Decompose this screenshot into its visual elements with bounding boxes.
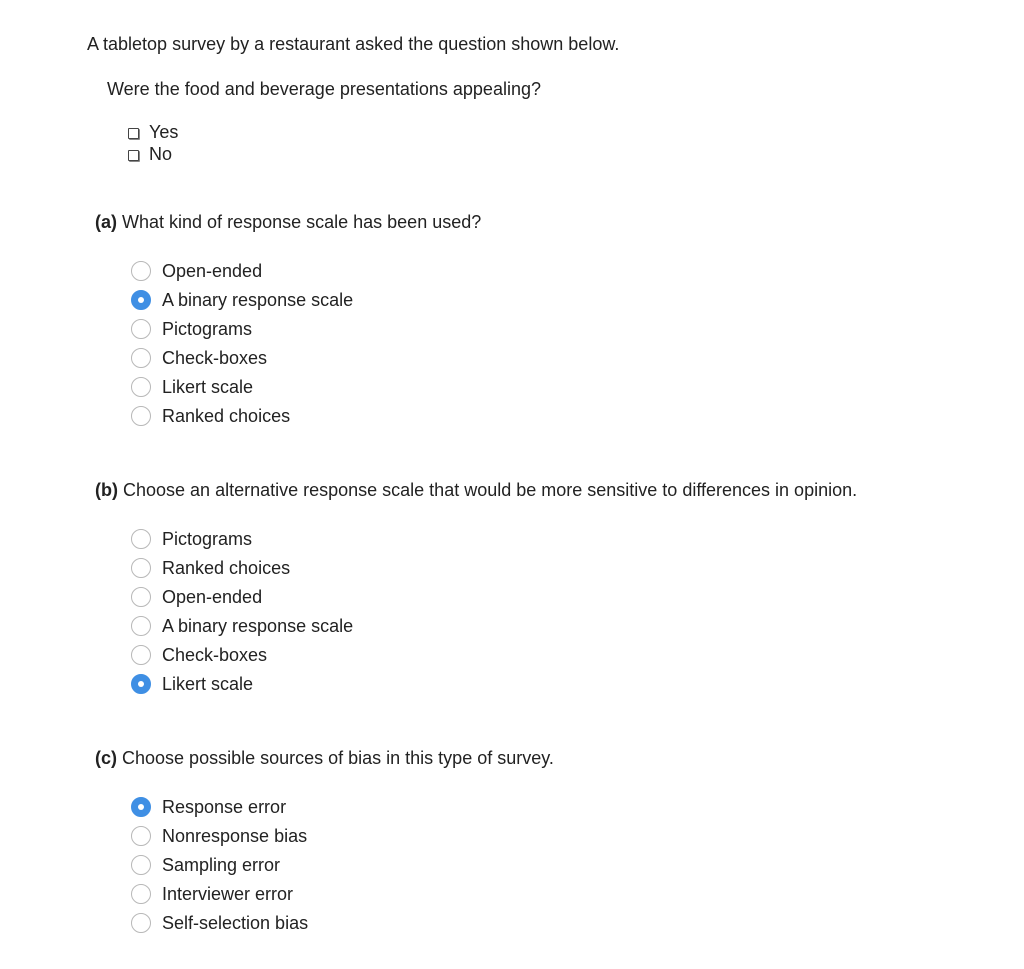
survey-question: Were the food and beverage presentations appealing? [107, 79, 541, 99]
part-c-choice[interactable] [131, 879, 308, 908]
choice-label: Pictograms [162, 528, 253, 549]
radio-button[interactable] [131, 290, 151, 310]
radio-button[interactable] [131, 884, 151, 904]
part-c-choice[interactable] [131, 850, 308, 879]
radio-button[interactable] [131, 558, 151, 578]
radio-button[interactable] [131, 616, 151, 636]
survey-option-label: No [149, 143, 173, 164]
choice-label: Ranked choices [162, 405, 291, 426]
choice-label: Likert scale [162, 673, 254, 694]
choice-label: Nonresponse bias [162, 825, 308, 846]
part-a-choice[interactable] [131, 256, 353, 285]
part-c-text: Choose possible sources of bias in this type of survey. [122, 748, 554, 768]
choice-label: Ranked choices [162, 557, 291, 578]
radio-button[interactable] [131, 377, 151, 397]
part-b-choice[interactable] [131, 640, 353, 669]
radio-button[interactable] [131, 855, 151, 875]
choice-label: A binary response scale [162, 289, 354, 310]
part-b-choice[interactable] [131, 611, 353, 640]
part-a-choice[interactable] [131, 343, 353, 372]
part-a-choice[interactable] [131, 285, 353, 314]
radio-button[interactable] [131, 674, 151, 694]
radio-button[interactable] [131, 826, 151, 846]
radio-button[interactable] [131, 913, 151, 933]
choice-label: Response error [162, 796, 287, 817]
intro-text: A tabletop survey by a restaurant asked the question shown below. [87, 34, 620, 54]
survey-option-label: Yes [149, 121, 179, 142]
part-a-choice[interactable] [131, 372, 353, 401]
survey-option-no [128, 143, 178, 165]
choice-label: Sampling error [162, 854, 281, 875]
choice-label: Check-boxes [162, 347, 268, 368]
choice-label: Self-selection bias [162, 912, 309, 933]
part-b-text: Choose an alternative response scale that would be more sensitive to differences in opinion. [123, 480, 858, 500]
part-b-tag: (b) [95, 480, 118, 500]
radio-button[interactable] [131, 645, 151, 665]
part-a-tag: (a) [95, 212, 117, 232]
survey-options [128, 121, 178, 165]
part-a-text: What kind of response scale has been used? [122, 212, 482, 232]
choice-label: Check-boxes [162, 644, 268, 665]
radio-button[interactable] [131, 348, 151, 368]
choice-label: Open-ended [162, 586, 263, 607]
choice-label: Open-ended [162, 260, 263, 281]
part-a-choices [131, 256, 353, 430]
part-a-choice[interactable] [131, 401, 353, 430]
part-c-tag: (c) [95, 748, 117, 768]
choice-label: Likert scale [162, 376, 254, 397]
part-b-choice[interactable] [131, 524, 353, 553]
part-c-choices [131, 792, 308, 937]
checkbox-icon [128, 128, 139, 139]
part-b-prompt [95, 479, 857, 501]
part-b-choice[interactable] [131, 669, 353, 698]
radio-button[interactable] [131, 797, 151, 817]
part-b-choices [131, 524, 353, 698]
part-a-choice[interactable] [131, 314, 353, 343]
radio-button[interactable] [131, 406, 151, 426]
choice-label: Pictograms [162, 318, 253, 339]
part-a-prompt [95, 211, 481, 233]
radio-button[interactable] [131, 529, 151, 549]
part-c-choice[interactable] [131, 792, 308, 821]
radio-button[interactable] [131, 261, 151, 281]
part-b-choice[interactable] [131, 553, 353, 582]
part-c-choice[interactable] [131, 821, 308, 850]
part-c-prompt [95, 747, 554, 769]
checkbox-icon [128, 150, 139, 161]
radio-button[interactable] [131, 319, 151, 339]
part-c-choice[interactable] [131, 908, 308, 937]
survey-option-yes [128, 121, 178, 143]
choice-label: Interviewer error [162, 883, 294, 904]
radio-button[interactable] [131, 587, 151, 607]
choice-label: A binary response scale [162, 615, 354, 636]
part-b-choice[interactable] [131, 582, 353, 611]
